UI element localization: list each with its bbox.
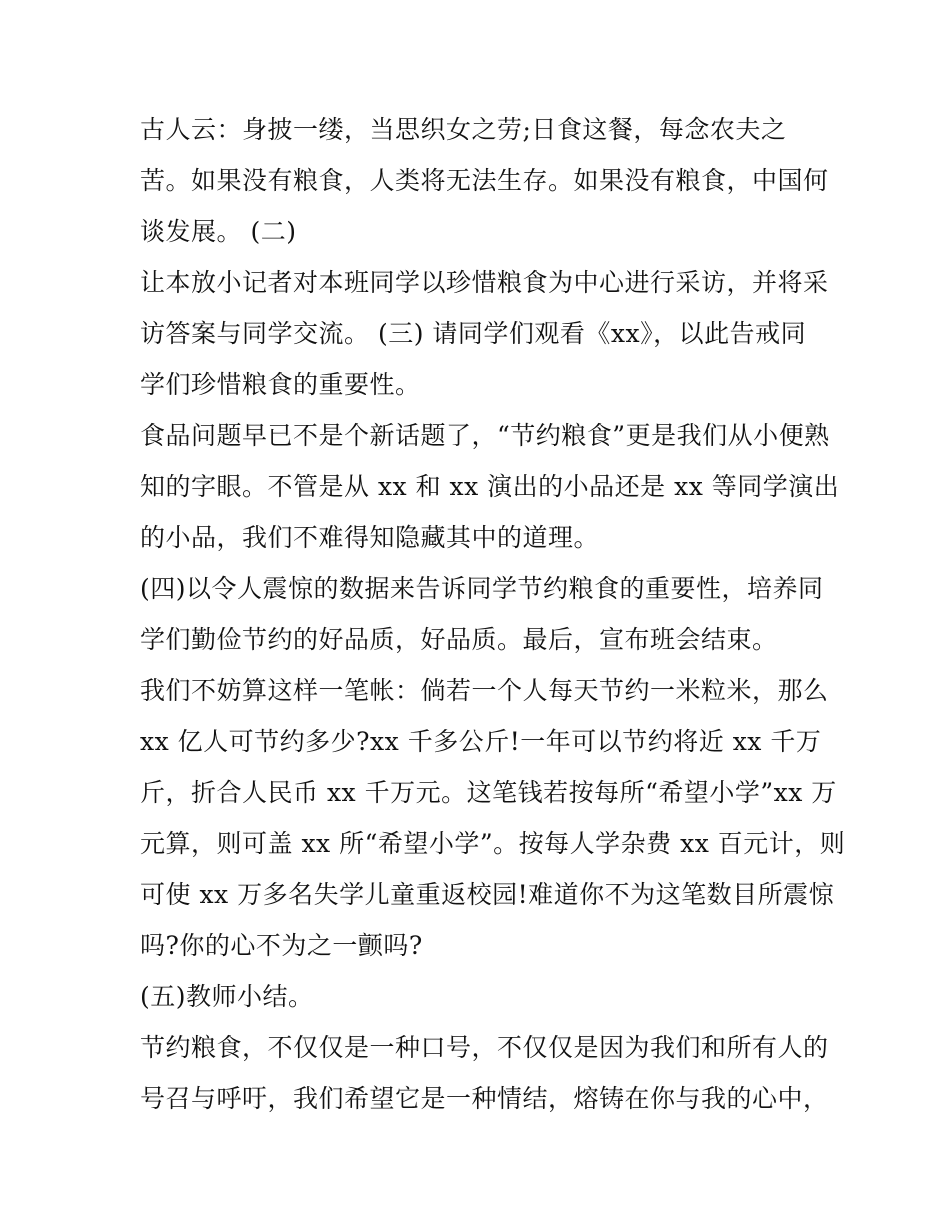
- text-line: 食品问题早已不是个新话题了，“节约粮食”更是我们从小便熟: [140, 421, 830, 450]
- text-line: 访答案与同学交流。 (三) 请同学们观看《xx》，以此告戒同: [140, 319, 807, 348]
- text-line: xx 亿人可节约多少?xx 千多公斤!一年可以节约将近 xx 千万: [140, 727, 822, 756]
- text-line: 可使 xx 万多名失学儿童重返校园!难道你不为这笔数目所震惊: [140, 880, 835, 909]
- text-line: (五)教师小结。: [140, 982, 314, 1011]
- text-line: 古人云：身披一缕，当思织女之劳;日食这餐，每念农夫之: [140, 115, 787, 144]
- text-line: 学们珍惜粮食的重要性。: [140, 370, 421, 399]
- paragraph-2: [140, 257, 830, 410]
- paragraph-4: [140, 563, 830, 665]
- text-line: 吗?你的心不为之一颤吗?: [140, 931, 423, 960]
- text-line: 元算，则可盖 xx 所“希望小学”。按每人学杂费 xx 百元计，则: [140, 829, 846, 858]
- text-line: 苦。如果没有粮食，人类将无法生存。如果没有粮食，中国何: [140, 166, 829, 195]
- paragraph-5: [140, 665, 846, 971]
- paragraph-1: [140, 104, 830, 257]
- text-line: (四)以令人震惊的数据来告诉同学节约粮食的重要性，培养同: [140, 574, 824, 603]
- paragraph-6: [140, 971, 830, 1022]
- paragraph-7: [140, 1022, 830, 1124]
- text-line: 知的字眼。不管是从 xx 和 xx 演出的小品还是 xx 等同学演出: [140, 472, 840, 501]
- text-line: 的小品，我们不难得知隐藏其中的道理。: [140, 523, 600, 552]
- paragraph-3: [140, 410, 840, 563]
- text-line: 学们勤俭节约的好品质，好品质。最后，宣布班会结束。: [140, 625, 778, 654]
- text-line: 我们不妨算这样一笔帐：倘若一个人每天节约一米粒米，那么: [140, 676, 829, 705]
- text-line: 号召与呼吁，我们希望它是一种情结，熔铸在你与我的心中，: [140, 1084, 829, 1113]
- document-body: [140, 104, 846, 1124]
- text-line: 谈发展。 (二): [140, 217, 297, 246]
- text-line: 节约粮食，不仅仅是一种口号，不仅仅是因为我们和所有人的: [140, 1033, 829, 1062]
- text-line: 斤，折合人民币 xx 千万元。这笔钱若按每所“希望小学”xx 万: [140, 778, 837, 807]
- text-line: 让本放小记者对本班同学以珍惜粮食为中心进行采访，并将采: [140, 268, 829, 297]
